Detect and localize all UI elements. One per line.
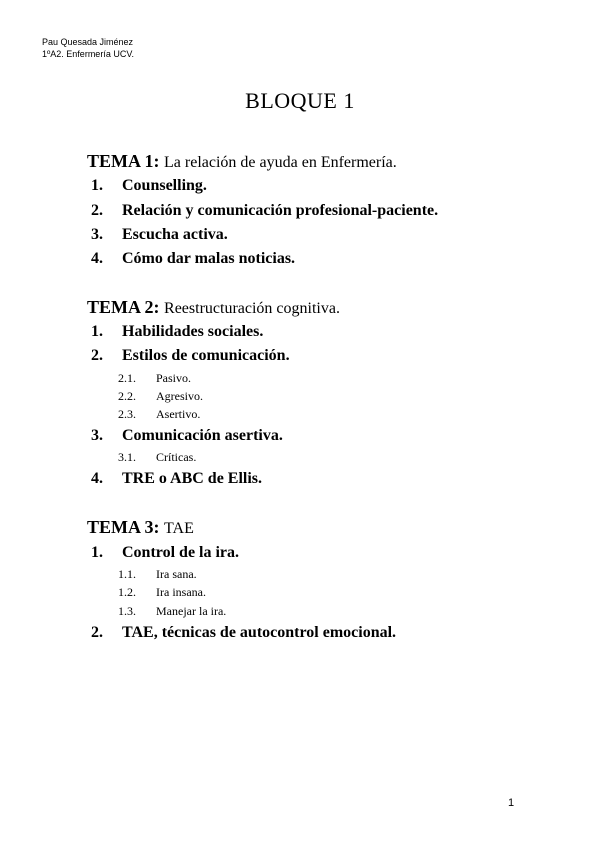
subitem-number: 2.3.	[118, 407, 136, 421]
sub-list-item	[118, 407, 200, 422]
list-item	[91, 177, 207, 195]
item-text: Comunicación asertiva.	[122, 427, 283, 444]
item-text: Counselling.	[122, 177, 207, 194]
sub-list-item	[118, 450, 196, 465]
tema-2-heading	[87, 297, 340, 318]
subitem-number: 3.1.	[118, 450, 136, 464]
list-item	[91, 470, 262, 488]
sub-list-item	[118, 567, 197, 582]
item-number: 4.	[91, 250, 103, 267]
sub-list-item	[118, 585, 206, 600]
item-number: 2.	[91, 624, 103, 641]
item-number: 1.	[91, 177, 103, 194]
item-text: Relación y comunicación profesional-paciente.	[122, 202, 439, 219]
item-number: 4.	[91, 470, 103, 487]
item-number: 3.	[91, 226, 103, 243]
item-number: 3.	[91, 427, 103, 444]
subitem-text: Asertivo.	[156, 407, 201, 421]
tema-label: TEMA 2:	[87, 297, 160, 317]
subitem-number: 1.3.	[118, 604, 136, 618]
subitem-text: Ira insana.	[156, 585, 206, 599]
item-text: Habilidades sociales.	[122, 323, 264, 340]
item-text: Escucha activa.	[122, 226, 228, 243]
subitem-text: Agresivo.	[156, 389, 203, 403]
tema-subtitle: TAE	[164, 520, 194, 537]
tema-subtitle: La relación de ayuda en Enfermería.	[164, 154, 397, 171]
item-text: TAE, técnicas de autocontrol emocional.	[122, 624, 397, 641]
sub-list-item	[118, 371, 191, 386]
list-item	[91, 202, 438, 220]
tema-label: TEMA 3:	[87, 517, 160, 537]
list-item	[91, 250, 295, 268]
subitem-text: Críticas.	[156, 450, 197, 464]
item-number: 1.	[91, 544, 103, 561]
item-number: 2.	[91, 347, 103, 364]
list-item	[91, 624, 396, 642]
bloque-title: BLOQUE 1	[245, 88, 355, 113]
subitem-number: 1.2.	[118, 585, 136, 599]
item-text: Estilos de comunicación.	[122, 347, 290, 364]
subitem-text: Pasivo.	[156, 371, 192, 385]
subitem-text: Manejar la ira.	[156, 604, 227, 618]
list-item	[91, 427, 283, 445]
subitem-number: 2.2.	[118, 389, 136, 403]
page-header	[42, 36, 134, 60]
sub-list-item	[118, 604, 226, 619]
subitem-number: 1.1.	[118, 567, 136, 581]
subitem-text: Ira sana.	[156, 567, 197, 581]
tema-3-heading	[87, 517, 194, 538]
list-item	[91, 544, 239, 562]
page-number: 1	[508, 797, 515, 809]
tema-label: TEMA 1:	[87, 151, 160, 171]
course-label: 1ºA2. Enfermería UCV.	[42, 49, 134, 59]
item-number: 2.	[91, 202, 103, 219]
item-number: 1.	[91, 323, 103, 340]
author-name: Pau Quesada Jiménez	[42, 37, 134, 47]
list-item	[91, 323, 263, 341]
subitem-number: 2.1.	[118, 371, 136, 385]
tema-subtitle: Reestructuración cognitiva.	[164, 300, 340, 317]
tema-1-heading	[87, 151, 397, 172]
list-item	[91, 347, 290, 365]
list-item	[91, 226, 228, 244]
item-text: Control de la ira.	[122, 544, 240, 561]
item-text: TRE o ABC de Ellis.	[122, 470, 263, 487]
sub-list-item	[118, 389, 203, 404]
item-text: Cómo dar malas noticias.	[122, 250, 296, 267]
